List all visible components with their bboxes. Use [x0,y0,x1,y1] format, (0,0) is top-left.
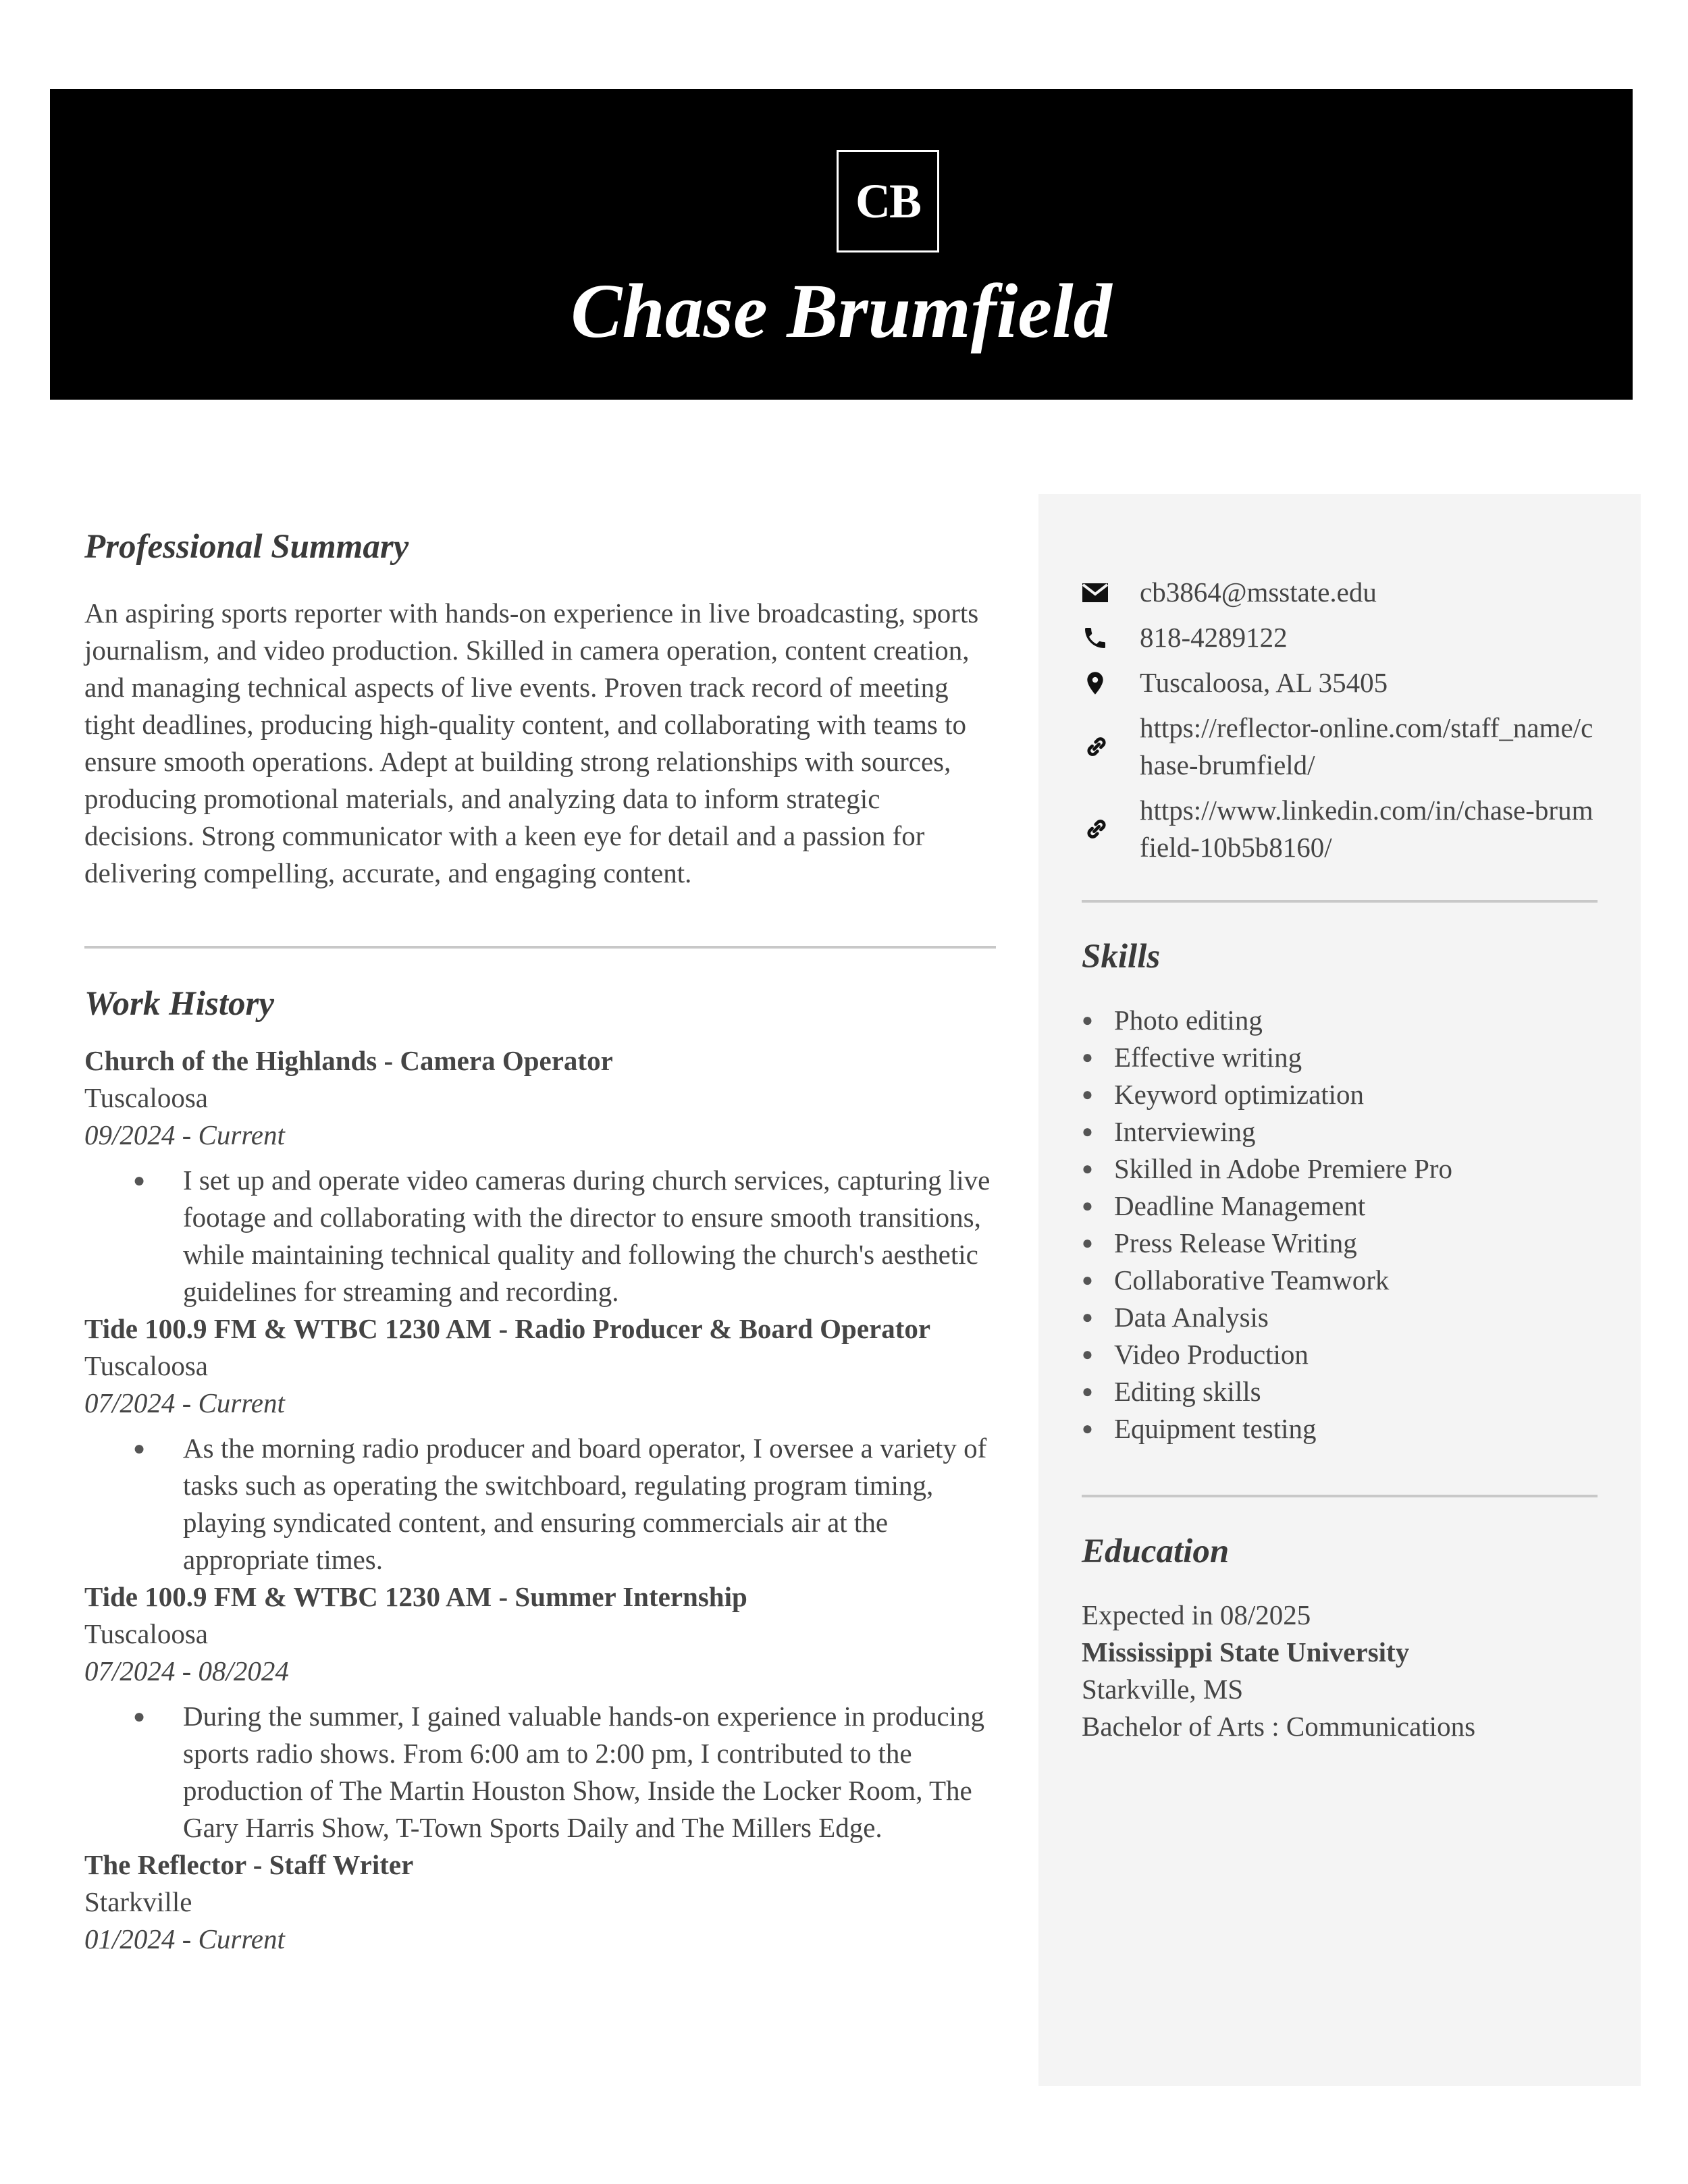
monogram: CB [837,150,939,252]
job-dates: 07/2024 - 08/2024 [84,1655,289,1687]
job-bullet: ● I set up and operate video cameras during church services, capturing live footage and collaborating with the director to ensure smooth transitions, while maintaining technical quality and following the church's aesthetic guidelines for streaming and recording. [84,1162,996,1310]
link-icon [1082,710,1118,784]
linkedin-profile-link[interactable]: https://www.linkedin.com/in/chase-brumfield-10b5b8160/ [1140,795,1593,863]
phone-icon [1082,619,1118,656]
job-bullets [84,1430,996,1578]
contact-list [1082,574,1598,866]
education-school: Mississippi State University [1082,1636,1410,1668]
job-title: The Reflector - Staff Writer [84,1849,414,1881]
skill-item: ● Equipment testing [1082,1410,1598,1447]
phone-number: 818-4289122 [1140,622,1288,653]
skill-item: ● Deadline Management [1082,1188,1598,1225]
location-pin-icon [1082,664,1118,701]
work-history-list [84,1042,996,1958]
job-dates: 01/2024 - Current [84,1923,285,1955]
job-bullets [84,1162,996,1310]
section-divider [84,946,996,949]
job-entry [84,1846,996,1958]
job-bullet: ● As the morning radio producer and board operator, I oversee a variety of tasks such as operating the switchboard, regulating program timing, playing syndicated content, and ensuring commercials air at the appropriate times. [84,1430,996,1578]
contact-link-reflector [1082,710,1598,784]
job-location: Tuscaloosa [84,1350,208,1382]
candidate-name: Chase Brumfield [571,268,1112,354]
address: Tuscaloosa, AL 35405 [1140,667,1388,698]
job-entry [84,1578,996,1846]
skill-item: ● Editing skills [1082,1373,1598,1410]
sidebar-column [1082,574,1598,1745]
skill-item: ● Video Production [1082,1336,1598,1373]
education-location: Starkville, MS [1082,1674,1244,1705]
skill-item: ● Skilled in Adobe Premiere Pro [1082,1150,1598,1188]
section-divider [1082,1495,1598,1497]
link-icon [1082,792,1118,866]
section-divider [1082,900,1598,903]
contact-email [1082,574,1598,611]
summary-text: An aspiring sports reporter with hands-on experience in live broadcasting, sports journalism, and video production. Skilled in camera operation, content creation, and managing technical aspects of live events. Proven track record of meeting tight deadlines, producing high-quality content, and collaborating with teams to ensure smooth operations. Adept at building strong relationships with sources, producing promotional materials, and analyzing data to inform strategic decisions. Strong communicator with a keen eye for detail and a passion for delivering compelling, accurate, and engaging content. [84,597,979,889]
job-location: Starkville [84,1886,192,1918]
job-dates: 07/2024 - Current [84,1387,285,1419]
education-expected: Expected in 08/2025 [1082,1599,1311,1631]
job-title: Tide 100.9 FM & WTBC 1230 AM - Radio Producer & Board Operator [84,1313,931,1345]
job-title: Tide 100.9 FM & WTBC 1230 AM - Summer Internship [84,1581,747,1613]
job-location: Tuscaloosa [84,1082,208,1114]
email-icon [1082,574,1118,611]
summary-heading: Professional Summary [84,528,409,566]
skill-item: ● Collaborative Teamwork [1082,1262,1598,1299]
main-column [84,527,996,1958]
education-entry [1082,1597,1598,1745]
skill-item: ● Press Release Writing [1082,1225,1598,1262]
header-banner [50,89,1633,400]
skills-heading: Skills [1082,938,1161,976]
contact-phone [1082,619,1598,656]
email-link[interactable]: cb3864@msstate.edu [1140,577,1377,608]
job-dates: 09/2024 - Current [84,1119,285,1151]
job-entry [84,1310,996,1578]
education-heading: Education [1082,1533,1230,1571]
skill-item: ● Keyword optimization [1082,1076,1598,1113]
job-title: Church of the Highlands - Camera Operator [84,1045,613,1077]
job-location: Tuscaloosa [84,1618,208,1650]
job-bullet: ● During the summer, I gained valuable hands-on experience in producing sports radio shows. From 6:00 am to 2:00 pm, I contributed to the production of The Martin Houston Show, Inside the Locker Room, The Gary Harris Show, T-Town Sports Daily and The Millers Edge. [84,1698,996,1846]
skill-item: ● Data Analysis [1082,1299,1598,1336]
contact-address [1082,664,1598,701]
skills-list [1082,1002,1598,1447]
job-bullets [84,1698,996,1846]
contact-link-linkedin [1082,792,1598,866]
reflector-profile-link[interactable]: https://reflector-online.com/staff_name/chase-brumfield/ [1140,712,1593,780]
work-history-heading: Work History [84,985,274,1023]
education-degree: Bachelor of Arts : Communications [1082,1711,1476,1742]
skill-item: ● Photo editing [1082,1002,1598,1039]
skill-item: ● Effective writing [1082,1039,1598,1076]
job-entry [84,1042,996,1310]
skill-item: ● Interviewing [1082,1113,1598,1150]
